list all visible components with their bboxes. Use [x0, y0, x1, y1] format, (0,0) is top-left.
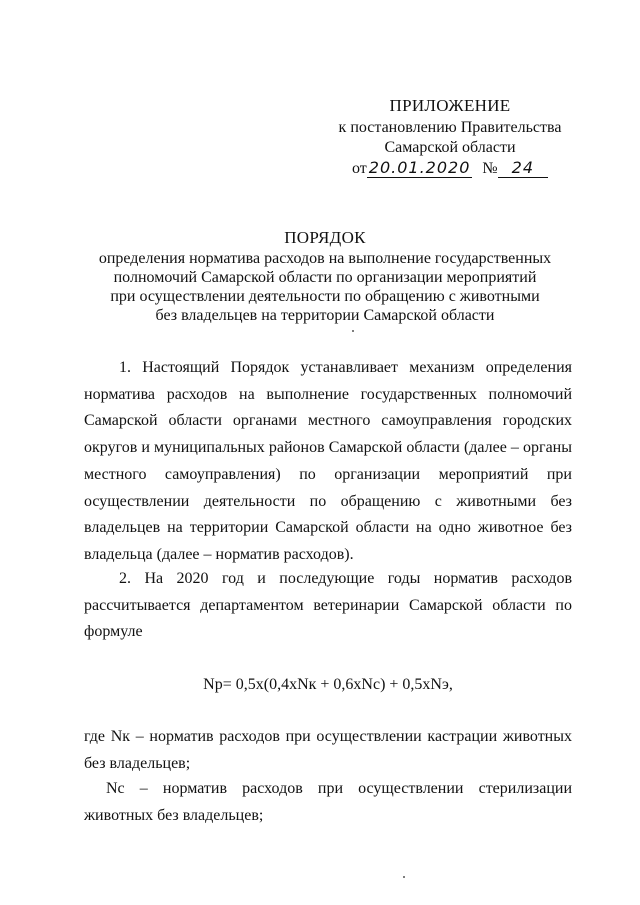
formula: Nр= 0,5x(0,4xNк + 0,6xNс) + 0,5xNэ,	[203, 676, 453, 693]
number-prefix: №	[482, 160, 498, 177]
appendix-date-line	[330, 158, 570, 180]
handwritten-date: 20.01.2020	[368, 158, 471, 177]
title-block	[80, 228, 570, 325]
paragraph-2: 2. На 2020 год и последующие годы норматив расходов рассчитывается департаментом ветеринарии Самарской области по формуле	[84, 570, 572, 641]
handwritten-number: 24	[498, 158, 548, 178]
appendix-block	[330, 96, 570, 180]
appendix-heading: ПРИЛОЖЕНИЕ	[389, 96, 511, 115]
title-line-2: полномочий Самарской области по организации мероприятий	[113, 269, 537, 286]
appendix-line-1: к постановлению Правительства	[338, 119, 562, 136]
paragraph-4: Nс – норматив расходов при осуществлении стерилизации животных без владельцев;	[84, 780, 572, 824]
date-prefix: от	[351, 160, 367, 177]
document-title: ПОРЯДОК	[284, 228, 366, 247]
scan-speck	[403, 876, 405, 878]
title-line-4: без владельцев на территории Самарской области	[155, 307, 495, 324]
title-line-3: при осуществлении деятельности по обращению с животными	[110, 288, 540, 305]
appendix-line-2: Самарской области	[384, 139, 516, 156]
scan-speck	[352, 330, 354, 332]
title-line-1: определения норматива расходов на выполнение государственных	[98, 250, 552, 267]
paragraph-3: где Nк – норматив расходов при осуществлении кастрации животных без владельцев;	[84, 728, 572, 772]
paragraph-1: 1. Настоящий Порядок устанавливает механизм определения норматива расходов на выполнение государственных полномочий Самарской области органами местного самоуправления городских округов и муниципальных районов Самарской области (далее – органы местного самоуправления) по организации мероприятий при осуществлении деятельности по обращению с животными без владельцев на территории Самарской области на одно животное без владельца (далее – норматив расходов).	[84, 359, 572, 563]
